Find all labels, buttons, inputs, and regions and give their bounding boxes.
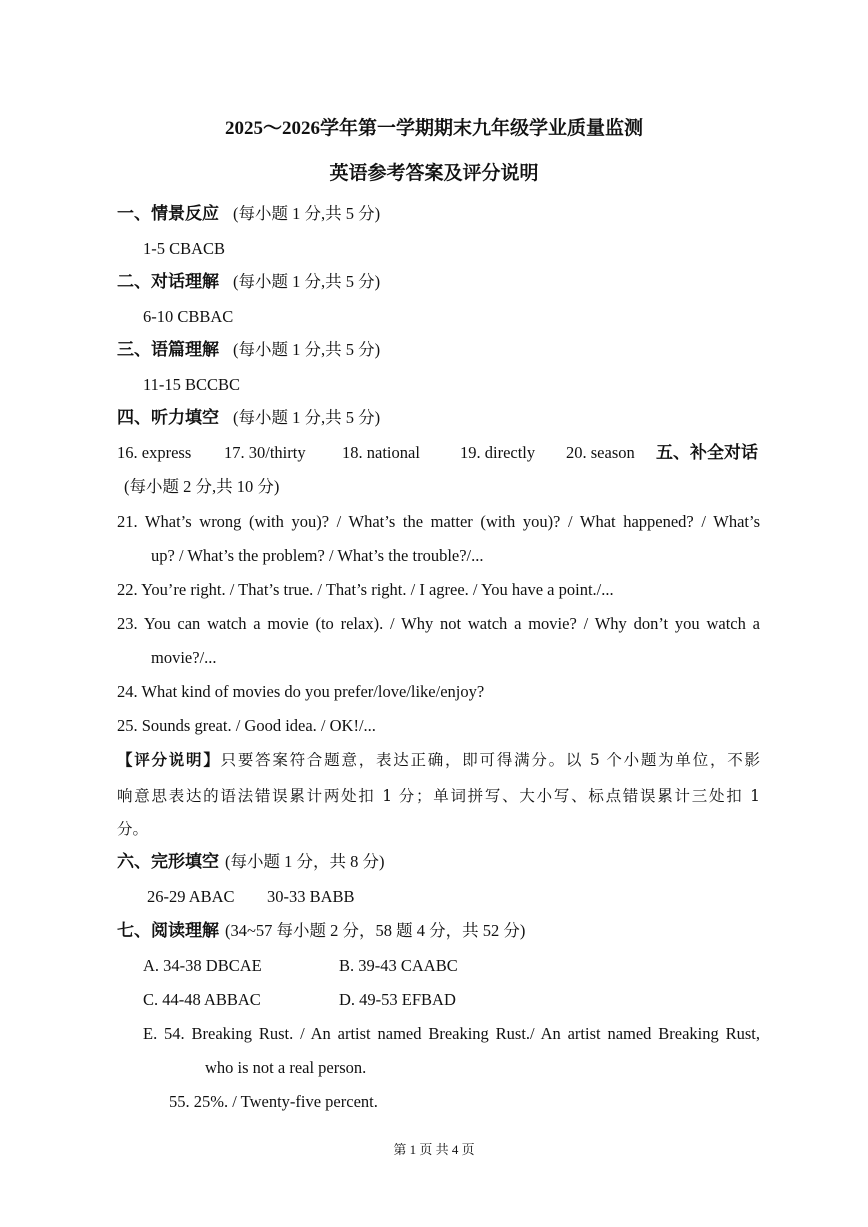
answer-16: 16. express <box>117 443 192 462</box>
answer-22: 22. You’re right. / That’s true. / That’s right. / I agree. / You have a point./... <box>117 580 614 599</box>
section-7-header <box>117 920 525 942</box>
section-1-note: (每小题 1 分,共 5 分) <box>233 204 381 223</box>
section-5-heading: 五、补全对话 <box>656 443 758 462</box>
section-2-answer: 6-10 CBBAC <box>143 307 234 326</box>
section-7-note: (34~57 每小题 2 分，58 题 4 分，共 52 分) <box>225 921 526 940</box>
section-6-header <box>117 851 385 873</box>
section-1-header <box>117 203 380 225</box>
scoring-note-line-3: 分。 <box>117 820 149 838</box>
section-6-note: (每小题 1 分，共 8 分) <box>225 852 385 871</box>
section-6-heading: 六、完形填空 <box>117 852 219 871</box>
scoring-note-line-1 <box>117 749 760 771</box>
section-3-heading: 三、语篇理解 <box>117 340 219 359</box>
answer-part-c: C. 44-48 ABBAC <box>143 990 261 1009</box>
answer-25: 25. Sounds great. / Good idea. / OK!/... <box>117 716 376 735</box>
section-2-note: (每小题 1 分,共 5 分) <box>233 272 381 291</box>
answer-54-line-1: E. 54. Breaking Rust. / An artist named Breaking Rust./ An artist named Breaking Rust, <box>143 1024 760 1043</box>
section-4-note: (每小题 1 分,共 5 分) <box>233 408 381 427</box>
section-4-header <box>117 407 380 429</box>
answer-23-line-2: movie?/... <box>151 648 217 667</box>
scoring-note-line-2: 响意思表达的语法错误累计两处扣 1 分；单词拼写、大小写、标点错误累计三处扣 1 <box>117 787 760 805</box>
section-2-heading: 二、对话理解 <box>117 272 219 291</box>
section-1-answer: 1-5 CBACB <box>143 239 226 258</box>
section-7-row-ab <box>143 955 458 977</box>
section-7-heading: 七、阅读理解 <box>117 921 219 940</box>
scoring-note-text-1: 只要答案符合题意，表达正确，即可得满分。以 5 个小题为单位，不影 <box>220 751 760 769</box>
answer-20: 20. season <box>566 443 635 462</box>
answer-18: 18. national <box>342 443 420 462</box>
answer-21-line-1: 21. What’s wrong (with you)? / What’s the matter (with you)? / What happened? / What’s <box>117 512 760 531</box>
answer-part-d: D. 49-53 EFBAD <box>339 990 456 1009</box>
answer-17: 17. 30/thirty <box>224 443 306 462</box>
section-1-heading: 一、情景反应 <box>117 204 219 223</box>
answer-30-33: 30-33 BABB <box>267 887 355 906</box>
scoring-note-label: 【评分说明】 <box>117 750 221 769</box>
page-subtitle: 英语参考答案及评分说明 <box>329 163 539 184</box>
section-5-note: (每小题 2 分,共 10 分) <box>124 477 280 496</box>
section-4-answers <box>117 442 758 464</box>
section-4-heading: 四、听力填空 <box>117 408 219 427</box>
answer-19: 19. directly <box>460 443 536 462</box>
section-2-header <box>117 271 380 293</box>
section-3-header <box>117 339 380 361</box>
answer-24: 24. What kind of movies do you prefer/love/like/enjoy? <box>117 682 485 701</box>
page-title: 2025～2026学年第一学期期末九年级学业质量监测 <box>224 118 643 139</box>
answer-21-line-2: up? / What’s the problem? / What’s the trouble?/... <box>151 546 484 565</box>
answer-part-a: A. 34-38 DBCAE <box>143 956 262 975</box>
answer-55: 55. 25%. / Twenty-five percent. <box>169 1092 378 1111</box>
section-7-row-cd <box>143 989 456 1011</box>
section-6-answers <box>147 886 355 908</box>
page-footer: 第 1 页 共 4 页 <box>393 1142 475 1157</box>
answer-23-line-1: 23. You can watch a movie (to relax). / Why not watch a movie? / Why don’t you watch a <box>117 614 760 633</box>
section-3-answer: 11-15 BCCBC <box>143 375 241 394</box>
answer-26-29: 26-29 ABAC <box>147 887 235 906</box>
answer-part-b: B. 39-43 CAABC <box>339 956 458 975</box>
section-3-note: (每小题 1 分,共 5 分) <box>233 340 381 359</box>
answer-54-line-2: who is not a real person. <box>205 1058 367 1077</box>
